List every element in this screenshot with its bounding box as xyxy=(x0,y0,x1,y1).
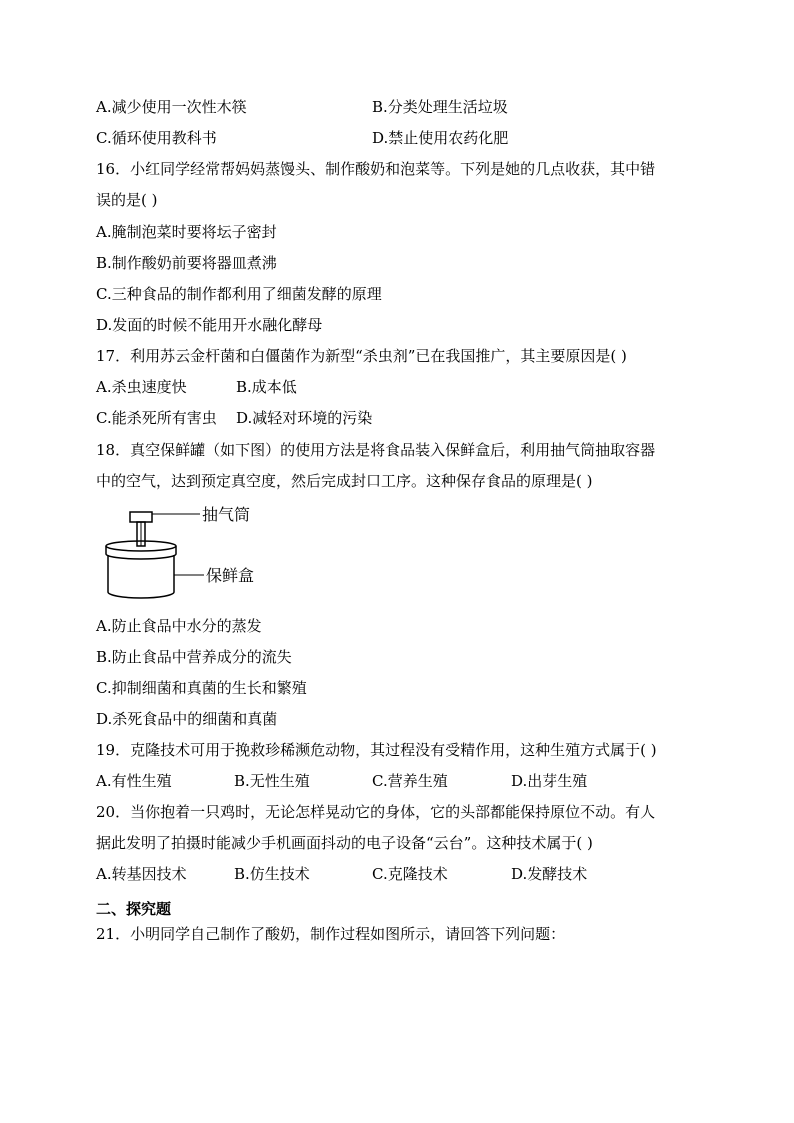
q17-option-a: A.杀虫速度快 xyxy=(96,378,187,396)
q17-option-d: D.减轻对环境的污染 xyxy=(236,409,373,427)
q15-option-c: C.循环使用教科书 xyxy=(96,129,217,147)
q21-stem: 21．小明同学自己制作了酸奶，制作过程如图所示，请回答下列问题： xyxy=(96,925,566,943)
q18-stem-line2: 中的空气，达到预定真空度，然后完成封口工序。这种保存食品的原理是( ) xyxy=(96,472,593,490)
q19-option-a: A.有性生殖 xyxy=(96,772,172,790)
q16-option-c: C.三种食品的制作都利用了细菌发酵的原理 xyxy=(96,285,382,303)
lid-rim-bottom xyxy=(106,554,176,559)
q15-option-d: D.禁止使用农药化肥 xyxy=(372,129,509,147)
q16-option-a: A.腌制泡菜时要将坛子密封 xyxy=(96,223,277,241)
q18-option-d: D.杀死食品中的细菌和真菌 xyxy=(96,710,278,728)
q19-option-d: D.出芽生殖 xyxy=(511,772,588,790)
q18-option-c: C.抑制细菌和真菌的生长和繁殖 xyxy=(96,679,307,697)
label-pump: 抽气筒 xyxy=(202,505,251,524)
box-walls xyxy=(108,555,174,592)
q18-option-b: B.防止食品中营养成分的流失 xyxy=(96,648,292,666)
vacuum-container-figure xyxy=(96,500,276,608)
q19-option-b: B.无性生殖 xyxy=(234,772,310,790)
box-bottom xyxy=(108,592,174,598)
label-box: 保鲜盒 xyxy=(206,566,255,585)
q17-option-c: C.能杀死所有害虫 xyxy=(96,409,217,427)
q20-option-d: D.发酵技术 xyxy=(511,865,588,883)
q17-option-b: B.成本低 xyxy=(236,378,297,396)
pump-handle xyxy=(130,512,152,522)
q18-option-a: A.防止食品中水分的蒸发 xyxy=(96,617,262,635)
q15-option-b: B.分类处理生活垃圾 xyxy=(372,98,508,116)
q20-option-b: B.仿生技术 xyxy=(234,865,310,883)
q20-stem-line2: 据此发明了拍摄时能减少手机画面抖动的电子设备“云台”。这种技术属于( ) xyxy=(96,834,593,852)
q20-option-c: C.克隆技术 xyxy=(372,865,448,883)
q16-option-d: D.发面的时候不能用开水融化酵母 xyxy=(96,316,323,334)
q20-option-a: A.转基因技术 xyxy=(96,865,187,883)
q16-stem-line2: 误的是( ) xyxy=(96,191,158,209)
q16-option-b: B.制作酸奶前要将器皿煮沸 xyxy=(96,254,277,272)
q17-stem: 17．利用苏云金杆菌和白僵菌作为新型“杀虫剂”已在我国推广，其主要原因是( ) xyxy=(96,347,627,365)
q16-stem-line1: 16．小红同学经常帮妈妈蒸馒头、制作酸奶和泡菜等。下列是她的几点收获，其中错 xyxy=(96,160,656,178)
q15-option-a: A.减少使用一次性木筷 xyxy=(96,98,247,116)
q19-option-c: C.营养生殖 xyxy=(372,772,448,790)
section-heading: 二、探究题 xyxy=(96,900,172,918)
q19-stem: 19．克隆技术可用于挽救珍稀濒危动物，其过程没有受精作用，这种生殖方式属于( ) xyxy=(96,741,657,759)
q18-stem-line1: 18．真空保鲜罐（如下图）的使用方法是将食品装入保鲜盒后，利用抽气筒抽取容器 xyxy=(96,441,656,459)
q20-stem-line1: 20．当你抱着一只鸡时，无论怎样晃动它的身体，它的头部都能保持原位不动。有人 xyxy=(96,803,656,821)
